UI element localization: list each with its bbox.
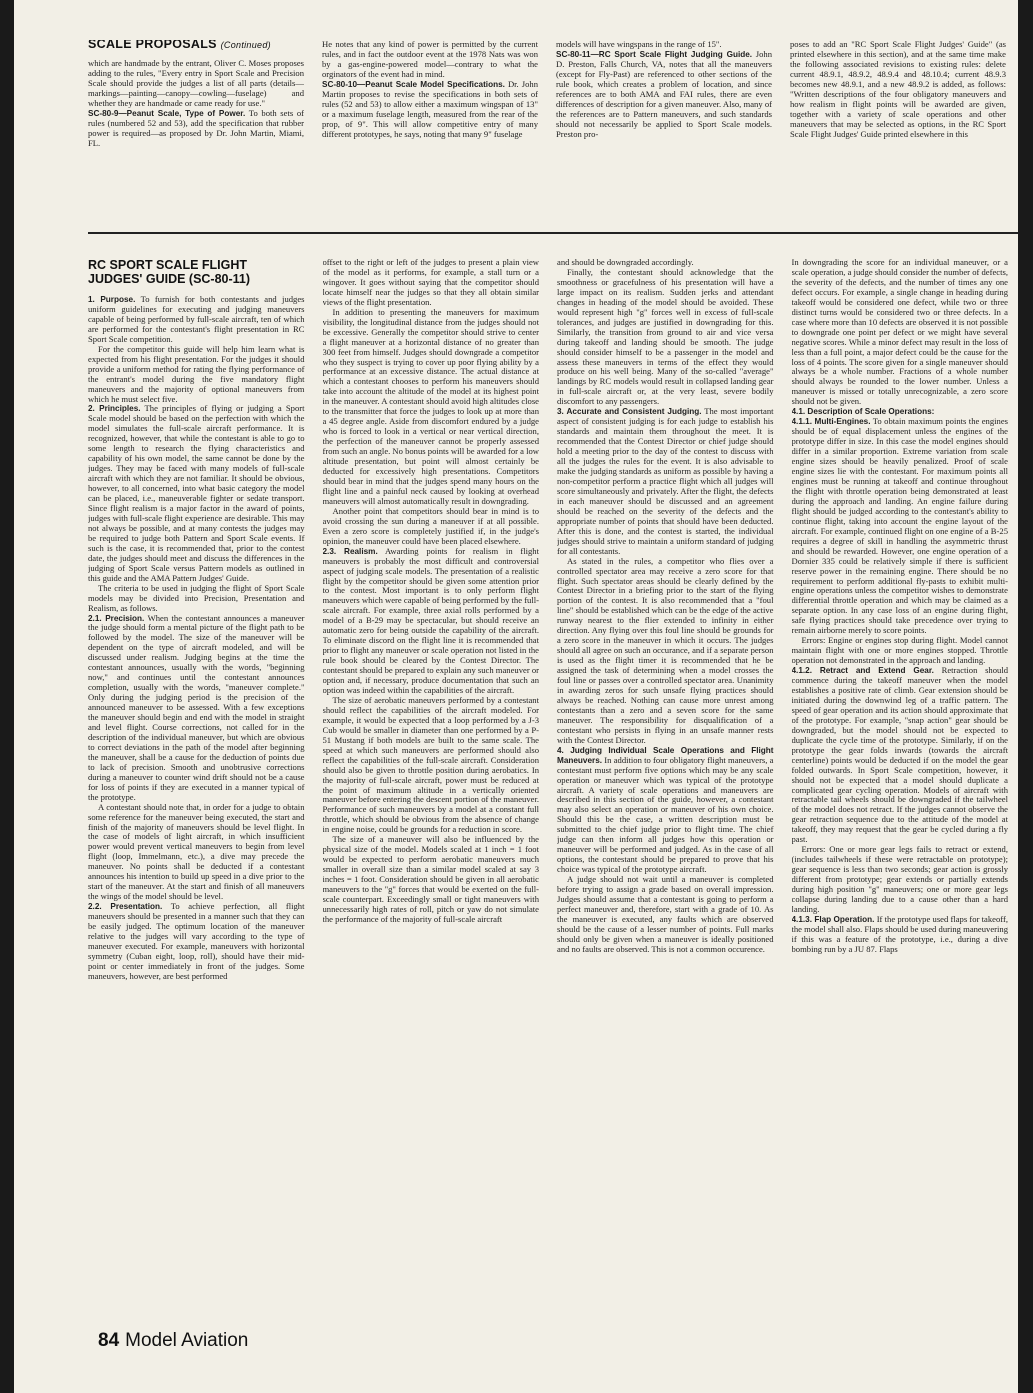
top-column-4 (790, 40, 1006, 220)
paragraph: 4.1.2. Retract and Extend Gear. Retraction should commence during the takeoff maneuver when the model establishes a positive rate of climb. Gear extension should be initiated during the downwind leg of a traffic pattern. The speed of gear operation and its action should approximate that of the prototype. For example, "snap action" gear should be downgraded, but the model should not be expected to duplicate the cycle time of the prototype. Similarly, if on the prototype the gear folds inwards (towards the aircraft centerline) points would be deducted if on the model the gear folded outwards. In Sport Scale competition, however, it should not be expected that a model should duplicate a complicated gear cycling operation. Models of aircraft with retractable tail wheels should be downgraded if the tailwheel of the model does not retract. If the judges cannot observe the gear retraction sequence due to the attitude of the model at takeoff, they may request that the gear be cycled during a fly past. (791, 665, 1008, 845)
paragraph: SC-80-10—Peanut Scale Model Specifications. Dr. John Martin proposes to revise the specifications in both sets of rules (52 and 53) to allow either a maximum wingspan of 13" or a maximum fuselage length, measured from the rear of the prop, of 9". This will allow competitive entry of many different prototypes, he says, noting that many 9" fuselage (322, 78, 538, 139)
paragraph: which are handmade by the entrant, Oliver C. Moses proposes adding to the rules, "Every entry in Sport Scale and Precision Scale should provide the judges a list of all parts (details—markings—painting—canopy—cowling—fuselage) and whether they are handmade or came ready for use." (88, 57, 304, 108)
paragraph-heading: 4.1.2. Retract and Extend Gear. (791, 666, 934, 676)
article-title: RC SPORT SCALE FLIGHT JUDGES' GUIDE (SC-80-11) (88, 258, 251, 286)
paragraph: 4. Judging Individual Scale Operations and Flight Maneuvers. In addition to four obligatory flight maneuvers, a contestant must perform five options which may be any scale operation or maneuver which was typical of the prototype aircraft. A variety of scale operations and maneuvers are described in this section of the guide, however, a contestant may also select an operation or maneuver of his own choice. Should this be the case, a written description must be submitted to the chief judge prior to flight time. The chief judge can then inform all judges how this operation or maneuver will be performed and judged. As in the case of all options, the contestant should be prepared to prove that his choice was typical of the prototype aircraft. (557, 745, 774, 875)
paragraph: The size of aerobatic maneuvers performed by a contestant should reflect the capabilities of the aircraft modeled. For example, it would be expected that a loop performed by a J-3 Cub would be smaller in diameter than one performed by a P-51 Mustang if both models are built to the same scale. The speed at which such maneuvers are performed should also reflect the capabilities of the full-scale aircraft. Consideration should also be given to throttle position during aerobatics. In the majority of full-scale aircraft, power must be reduced at the point of maximum altitude in a vertically oriented maneuver before entering the descent portion of the maneuver. Performance of such maneuvers by a model at a constant full throttle, which should be obvious from the absence of change in engine noise, could be grounds for a reduction in score. (322, 694, 539, 835)
main-column-3-text (557, 258, 774, 955)
paragraph-heading: 2.2. Presentation. (88, 902, 163, 912)
main-column-2 (323, 258, 540, 1318)
paragraph: 2.2. Presentation. To achieve perfection, all flight maneuvers should be presented in a manner such that they can be easily judged. The optimum location of the maneuver relative to the judges will vary according to the type of maneuver executed. For example, maneuvers with horizontal symmetry (Cuban eight, loop, roll), should have their mid-point or center immediately in front of the judges. Some maneuvers, however, are best performed (88, 901, 305, 981)
scale-proposals-section (88, 40, 1008, 220)
top-column-1-text (88, 59, 304, 149)
paragraph-heading: 4.1.1. Multi-Engines. (791, 417, 871, 427)
main-column-1 (88, 258, 305, 1318)
main-column-1-text (88, 295, 305, 982)
paragraph-heading: 2. Principles. (88, 404, 141, 414)
paragraph-heading: 2.3. Realism. (322, 546, 378, 556)
paragraph: In addition to presenting the maneuvers for maximum visibility, the longitudinal distance from the judges should not be excessive. Generally the competitor should strive to center a flight maneuver at a horizontal distance of no greater than 300 feet from himself. Judges should downgrade a competitor who they suspect is trying to cover up poor flying ability by a performance at an excessive distance. The actual distance at which a contestant chooses to perform his maneuvers should take into account the altitude of the model at its highest point in the maneuver. A contestant should avoid high altitudes close to the transmitter that force the judges to look up at more than a 45 degree angle. Aside from discomfort endured by a judge who is forced to look in a vertical or near vertical direction, the perfection of the maneuver cannot be properly assessed from such an angle. No bonus points will be awarded for a low altitude presentation, but point will almost certainly be deducted for excessively high presentations. Competitors should bear in mind that the judges spend many hours on the flight line and a painful neck caused by looking at overhead maneuvers will almost automatically result in downgrading. (322, 306, 539, 506)
top-column-3 (556, 40, 772, 220)
paragraph: The criteria to be used in judging the flight of Sport Scale models may be divided into Precision, Presentation and Realism, as follows. (88, 582, 305, 613)
paragraph: SC-80-11—RC Sport Scale Flight Judging Guide. John D. Preston, Falls Church, VA, notes that all the maneuvers (except for Fly-Past) are referenced to other sections of the rule book, which creates a problem of location, and since references are to both AMA and FAI rules, there are even differences of description for a given maneuver. Also, many of the references are to Pattern maneuvers, and such standards should not necessarily be applied to Sport Scale models. Preston pro- (556, 48, 772, 139)
paragraph-heading: 2.1. Precision. (88, 613, 145, 623)
section-divider (88, 232, 1018, 234)
paragraph: The size of a maneuver will also be influenced by the physical size of the model. Models scaled at 1 inch = 1 foot would be expected to perform aerobatic maneuvers much smaller in overall size than a similar model scaled at say 3 inches = 1 foot. Consideration should be given in all aerobatic maneuvers to the "g" forces that would be exerted on the full-scale counterpart. Exceedingly small or tight maneuvers with unnecessarily high rates of roll, pitch or yaw do not simulate the performance of the majority of full-scale aircraft (322, 834, 539, 924)
page-footer (98, 1330, 248, 1352)
paragraph-heading: 1. Purpose. (88, 295, 136, 304)
main-column-3 (557, 258, 774, 1318)
paragraph: 4.1.1. Multi-Engines. To obtain maximum points the engines should be of equal displacement unless the engines of the prototype differ in size. In this case the model engines should differ in a similar proportion. Extreme variation from scale engine sizes should be heavily penalized. Proof of scale engine sizes lie with the contestant. For maximum points all engines must be running at takeoff and continue throughout the flight with throttle operation being demonstrated at least during the approach and landing. An engine failure during flight should be judged according to the contestant's ability to continue flight, taking into account the engine layout of the aircraft. For example, continued flight on one engine of a B-25 requires a degree of skill in handling the asymmetric thrust and should be rewarded. However, one engine operation of a Dornier 335 could be relatively simple if there is sufficient reserve power in the remaining engine. There should be no requirement to perform additional fly-pasts to exhibit multi-engine operations unless the competitor wishes to demonstrate differential throttle operation and which may be claimed as a separate option. In any case loss of an engine during flight, safe flying practices should take precedence over trying to remain airborne merely to score points. (791, 416, 1008, 636)
paragraph: A judge should not wait until a maneuver is completed before trying to assign a grade based on overall impression. Judges should assume that a contestant is going to perform a perfect maneuver and, therefore, start with a grade of 10. As the maneuver is executed, any faults which are observed should be the cause of a lesser number of points. Full marks should only be given when a maneuver is ideally positioned and no faults are observed. This is not a common occurence. (557, 874, 774, 954)
main-column-4 (792, 258, 1009, 1318)
paragraph: Finally, the contestant should acknowledge that the smoothness or gracefulness of his presentation will have a large impact on its realism. Sudden jerks and attendant changes in heading of the model should be avoided. These would represent high "g" forces well in excess of full-scale tolerances, and judges are justified in downgrading for this. Similarly, the transition from ground to air and vice versa during takeoff and landing should be smooth. The judge should consider himself to be a passenger in the model and assess these maneuvers in terms of the effect they would produce on his well being. Many of the so-called "average" landings by RC models would result in collapsed landing gear in full-scale aircraft or, at the very least, severe bodily discomfort to any passengers. (557, 266, 774, 407)
section-title: SCALE PROPOSALS (88, 40, 217, 51)
paragraph: A contestant should note that, in order for a judge to obtain some reference for the maneuver being executed, the start and finish of the majority of maneuvers should be level flight. In the case of models of light aircraft, in which insufficient power would prevent vertical maneuvers to begin from level flight (loop, Immelmann, etc.), a dive may precede the maneuver. No points shall be deducted if a contestant announces his intention to build up speed in a dive prior to the start of the maneuver. At the start and finish of all maneuvers the wings of the model should be level. (88, 801, 305, 902)
paragraph-heading: 4.1. Description of Scale Operations: (791, 407, 935, 417)
paragraph: 2. Principles. The principles of flying or judging a Sport Scale model should be based on the perfection with which the model simulates the full-scale aircraft performance. It is recognized, however, that while the contestant is able to go to some length to research the flying characteristics and capability of his own model, the same cannot be done by the judges. They may be faced with many models of full-scale aircraft with which they are not familiar. It should be obvious, however, to all concerned, into what basic category the model can be placed, i.e., maneuverable fighter or sedate transport. Since flight realism is a major factor in the award of points, judges with full-scale flight experience are desirable. This may not always be possible, and at many contests the judges may be required to judge both Pattern and Sport Scale events. If such is the case, it is recommended that, prior to the contest date, the judges should meet and discuss the differences in the judging of Sport Scale versus Pattern models as outlined in this guide and the AMA Pattern Judges' Guide. (88, 403, 305, 583)
paragraph: Another point that competitors should bear in mind is to avoid crossing the sun during a maneuver if at all possible. Even a zero score is completely justified if, in the judge's opinion, the maneuver could have been placed elsewhere. (322, 505, 539, 546)
paragraph: 3. Accurate and Consistent Judging. The most important aspect of consistent judging is for each judge to establish his standards and maintain them throughout the meet. It is recommended that the Contest Director or chief judge should hold a meeting prior to the day of the contest to discuss with all the judges the rules for the event. It is also advisable to make the judging standards as uniform as possible by having a non-competitor perform a practice flight which all judges will score simultaneously and privately. After the flight, the defects in each maneuver should be discussed and an agreement should be reached on the severity of the defects and the appropriate number of points that should have been deducted. After this is done, and the contest is started, the individual judges should strive to maintain a uniform standard of judging for all contestants. (557, 406, 774, 556)
section-header (88, 40, 304, 51)
magazine-name: Model Aviation (125, 1330, 249, 1351)
paragraph: 2.1. Precision. When the contestant announces a maneuver the judge should form a mental picture of the flight path to be followed by the model. The size of the maneuver will be dependent on the type of aircraft modeled, and will be discussed under realism. Judging begins at the time the contestant announces, usually with the words, "beginning now," and continues until the contestant announces completion, usually with the words, "maneuver complete." Only during the judging period is the precision of the announced maneuver to be assessed. With a few exceptions the maneuver should begin and end with the model in straight and level flight. Course corrections, not called for in the description of the individual maneuver, but which are obvious to correct deviations in the path of the model after beginning the maneuver, shall be a cause for the deduction of points due to lack of precision. Smooth and unobtrusive corrections during a maneuver to counter wind drift should not be a cause for loss of points if they are executed in a manner typical of the prototype. (88, 612, 305, 802)
paragraph: models will have wingspans in the range of 15". (556, 40, 722, 49)
paragraph: poses to add an "RC Sport Scale Flight Judges' Guide" (as printed elsewhere in this section), and at the same time make the following associated revisions to existing rules: delete current 48.9.1, 48.9.2, 48.9.4 and 48.10.4; current 48.9.3 becomes new 48.9.1, and a new 48.9.2 is added, as follows: "Written descriptions of the four obligatory maneuvers and how realism in flight points will be awarded are given, together with a variety of scale operations and other maneuvers that may be selected as options, in the RC Sport Scale Flight Judges' Guide printed elsewhere in this (790, 40, 1006, 139)
paragraph: offset to the right or left of the judges to present a plain view of the model as it performs, for example, a stall turn or a wingover. It goes without saying that the competitor should locate himself near the judges so that they all obtain similar views of the flight presentation. (322, 258, 539, 307)
top-column-4-text (790, 40, 1006, 140)
top-column-2-text (322, 40, 538, 140)
paragraph: and should be downgraded accordingly. (557, 258, 694, 267)
paragraph-heading: 3. Accurate and Consistent Judging. (557, 407, 702, 417)
paragraph: In downgrading the score for an individual maneuver, or a scale operation, a judge should consider the number of defects, the severity of the defects, and the number of times any one defect occurs. For example, a single change in heading during takeoff would be considered one defect, while two or three distinct turns would be considered two or three defects. In a case where more than 10 defects are observed it is not possible to downgrade one point per defect or we might have several negative scores. While a minor defect may result in the loss of less than a full point, a major defect could be the cause for the loss of 4 points. The score given for a single maneuver should always be a whole number. Fractions of a whole number should always be rounded to the lower number. Unless a maneuver is missed or totally unrecognizable, a zero score should not be given. (791, 258, 1008, 407)
paragraph: 4.1.3. Flap Operation. If the prototype used flaps for takeoff, the model shall also. Flaps should be used during maneuvering if this was a feature of the prototype, i.e., during a dive bombing run by a JU 87. Flaps (791, 913, 1008, 954)
main-column-4-text (792, 258, 1009, 955)
page-number: 84 (98, 1330, 120, 1351)
paragraph-heading: 4.1.3. Flap Operation. (791, 914, 875, 924)
paragraph: Errors: One or more gear legs fails to retract or extend, (includes tailwheels if these were retractable on prototype); gear sequence is less than two seconds; gear action is grossly different from prototype; gear extends or partially extends during high position "g" maneuvers; one or more gear legs collapse during landing due to a cause other than a hard landing. (791, 844, 1008, 914)
paragraph: SC-80-9—Peanut Scale, Type of Power. To both sets of rules (numbered 52 and 53), add the specification that rubber power is required—as proposed by Dr. John Martin, Miami, FL. (88, 107, 304, 148)
paragraph-heading: 4. Judging Individual Scale Operations and Flight Maneuvers. (557, 745, 774, 765)
judges-guide-article (88, 258, 1008, 1318)
top-column-1 (88, 40, 304, 220)
main-column-2-text (323, 258, 540, 925)
paragraph-heading: SC-80-9—Peanut Scale, Type of Power. (88, 108, 246, 118)
magazine-page (14, 0, 1018, 1393)
top-column-2 (322, 40, 538, 220)
continued-label: (Continued) (220, 40, 271, 50)
paragraph: Errors: Engine or engines stop during flight. Model cannot maintain flight with one or more engines stopped. Throttle operation not demonstrated in the approach and landing. (791, 635, 1008, 666)
paragraph: For the competitor this guide will help him learn what is expected from his flight presentation. For the judges it should provide a uniform method for rating the flying performance of the entrant's model during the five mandatory flight maneuvers and the majority of optional maneuvers from which he must select five. (88, 343, 305, 404)
paragraph-heading: SC-80-10—Peanut Scale Model Specifications. (322, 79, 505, 89)
scan-edge (1027, 0, 1033, 1393)
top-column-3-text (556, 40, 772, 140)
paragraph: He notes that any kind of power is permitted by the current rules, and in fact the outdoor event at the 1978 Nats was won by a gas-engine-powered model—contrary to what the orginators of the event had in mind. (322, 40, 538, 79)
paragraph: As stated in the rules, a competitor who flies over a controlled spectator area may receive a zero score for that flight. Such spectator areas should be clearly defined by the Contest Director in a briefing prior to the start of the flying portion of the contest. It is also recommended that a "foul line" should be established which can be the edge of the active runway nearest to the flier extended to infinity in either direction. Any flying over this foul line should be grounds for a zero score in the maneuver in which it occurs. The judges should all agree on such an occurance, and if a separate person is used as the flight timer it is recommended that he be assigned the task of determining when a model crosses the foul line or passes over a controlled spectator area. Unanimity in awarding zeros for such unsafe flying practices should always be reached. Nothing can cause more unrest among contestants than a zero and a seven score for the same maneuver. The responsibility for disqualification of a contestant who persists in flying in an unsafe manner rests with the Contest Director. (557, 555, 774, 745)
paragraph: 1. Purpose. To furnish for both contestants and judges uniform guidelines for executing and judging maneuvers capable of being performed by full-scale aircraft, ten of which are performed for the contestant's flight presentation in RC Sport Scale competition. (88, 294, 305, 344)
paragraph: 2.3. Realism. Awarding points for realism in flight maneuvers is probably the most difficult and controversial aspect of judging scale models. The presentation of a realistic flight by the competitor should be given some attention prior to the contest. Most important is to only perform flight maneuvers which were capable of being performed by the full-scale aircraft. For example, three axial rolls performed by a model of a B-29 may be spectacular, but should receive an automatic zero for being outside the capability of the aircraft. To eliminate discord on the flight line it is recommended that prior to flight any maneuver or scale operation not listed in the rule book should be cleared by the Contest Director. The contestant should be prepared to explain any such maneuver or option and, if necessary, produce documentation that such an option was indeed within the capabilities of the aircraft. (322, 545, 539, 695)
paragraph-heading: SC-80-11—RC Sport Scale Flight Judging Guide. (556, 49, 753, 59)
